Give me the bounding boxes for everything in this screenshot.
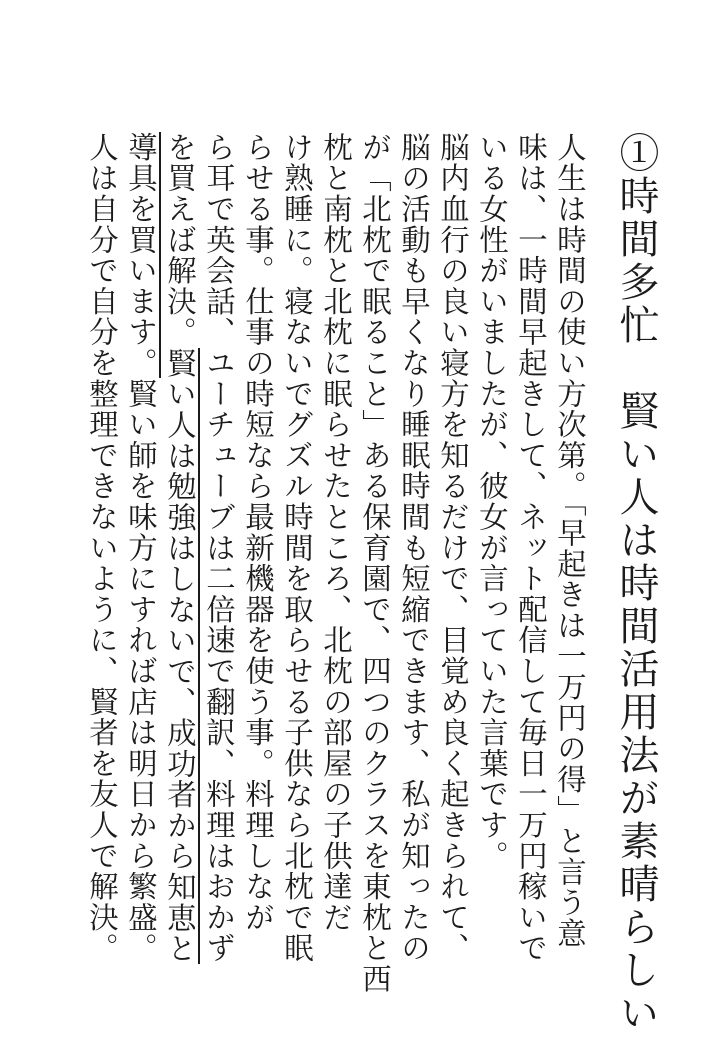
column-text: ら耳で英会話、ユーチューブは二倍速で翻訳、料理はおかず (202, 132, 236, 964)
column-text: が「北枕で眠ること」ある保育園で、四つのクラスを東枕と西 (358, 132, 392, 995)
document-title: ①時間多忙 賢い人は時間活用法が素晴らしい (613, 132, 659, 1035)
column-text: らせる事。仕事の時短なら最新機器を使う事。料理しなが (241, 132, 275, 933)
column-text: いる女性がいましたが、彼女が言っていた言葉です。 (475, 132, 509, 872)
column-text: を買えば解決。 (163, 132, 197, 348)
highlighted-text: 導具を買います。 (124, 132, 161, 378)
column-text: 脳内血行の良い寝方を知るだけで、目覚め良く起きられて、 (436, 132, 470, 964)
text-column-8 (275, 132, 314, 964)
text-column-4 (431, 132, 470, 964)
text-column-5 (392, 132, 431, 964)
text-column-9 (236, 132, 275, 933)
text-column-1 (548, 132, 587, 949)
column-text: 味は、一時間早起きして、ネット配信して毎日一万円稼いで (514, 132, 548, 964)
text-column-7 (314, 132, 353, 933)
column-text-tail: 賢い師を味方にすれば店は明日から繁盛。 (124, 378, 158, 964)
column-text: 人は自分で自分を整理できないように、賢者を友人で解決。 (85, 132, 119, 964)
text-column-12 (119, 132, 158, 964)
text-column-2 (509, 132, 548, 964)
text-column-3 (470, 132, 509, 872)
column-text: 脳の活動も早くなり睡眠時間も短縮できます、私が知ったの (397, 132, 431, 964)
text-column-10 (197, 132, 236, 964)
highlighted-text: 賢い人は勉強はしないで、成功者から知恵と (163, 348, 200, 964)
text-column-6 (353, 132, 392, 995)
column-text: 人生は時間の使い方次第。「早起きは一万円の得」と言う意 (553, 132, 587, 949)
text-column-11 (158, 132, 197, 964)
text-column-13 (80, 132, 119, 964)
column-text: 枕と南枕と北枕に眠らせたところ、北枕の部屋の子供達だ (319, 132, 353, 933)
column-text: け熟睡に。寝ないでグズル時間を取らせる子供なら北枕で眠 (280, 132, 314, 964)
